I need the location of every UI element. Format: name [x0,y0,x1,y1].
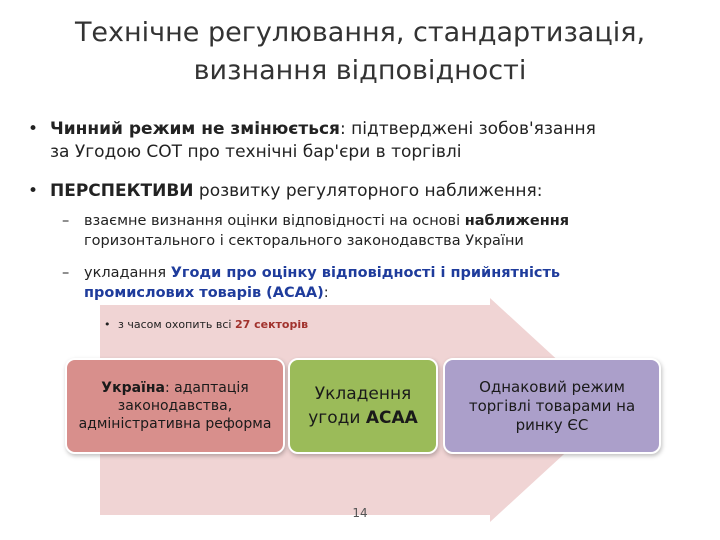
sub-2-blue: Угоди про оцінку відповідності і прийнятність [170,265,561,281]
sub-1-line-2: горизонтального і секторального законодавства України [84,233,524,249]
title-line-1: Технічне регулювання, стандартизація, [74,17,646,48]
sub-2-text: укладання [84,265,171,281]
bullet-2-bold: ПЕРСПЕКТИВИ [50,181,194,201]
sub-bullet-dash: – [62,213,70,229]
step-box-acaa [288,358,438,454]
bullet-perspectives [28,180,690,203]
box-2-line-2-bold: АСАА [365,408,418,428]
box-2-line-1: Укладення [314,384,412,404]
bullet-1-bold: Чинний режим не змінюється [50,119,340,139]
bullet-2-rest: розвитку регуляторного наближення: [193,181,543,201]
bullet-1-line-2: за Угодою СОТ про технічні бар'єри в торгівлі [50,142,462,162]
page-number: 14 [352,506,368,520]
sub-bullet-acaa [62,263,684,303]
step-box-eu-market [443,358,661,454]
sub-bullet-mutual-recognition [62,211,684,251]
box-2-line-2-text: угоди [308,408,366,428]
bullet-dot: • [28,119,39,139]
sub-bullet-dash: – [62,265,70,281]
sub-sub-text: з часом охопить всі [118,318,235,331]
bullet-current-regime [28,118,690,164]
page-title [0,14,720,90]
box-3-text: Однаковий режим торгівлі товарами на ринку ЄС [468,377,636,434]
step-box-ukraine [65,358,285,454]
bullet-1-rest: : підтверджені зобов'язання [339,119,596,139]
box-1-rest: : адаптація законодавства, адміністративна реформа [78,380,272,432]
sub-1-bold: наближення [464,213,570,229]
sub-sub-bullet-sectors [104,318,309,332]
sub-2-line-2-blue: промислових товарів (АСАА) [84,285,324,301]
bullet-dot: • [28,181,39,201]
box-1-bold: Україна [101,380,165,396]
sub-sub-red: 27 секторів [234,318,309,331]
title-line-2: визнання відповідності [193,55,527,86]
sub-2-line-2-end: : [323,285,329,301]
sub-sub-bullet-dot: • [104,318,111,331]
sub-1-text: взаємне визнання оцінки відповідності на основі [84,213,465,229]
